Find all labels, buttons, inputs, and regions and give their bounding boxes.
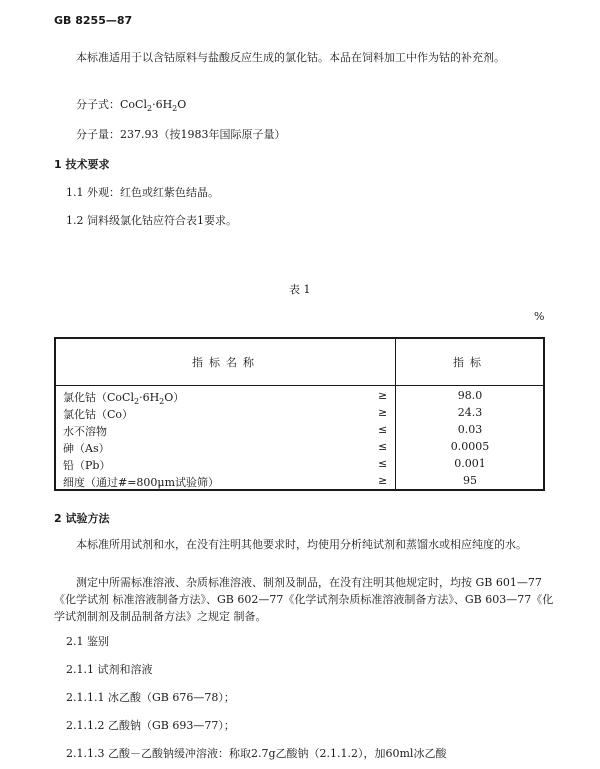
row-name: 氯化钴$(CoCl_2\cdot 6H_2O)$ (63, 391, 185, 407)
row-operator: ≤ (378, 440, 388, 453)
item-1-2: 1.2 饲料级氯化钴应符合表1要求。 (66, 214, 237, 227)
row-name: 水不溶物 (63, 425, 107, 438)
row-value: 98.0 (457, 389, 483, 402)
table-header-divider (56, 385, 543, 386)
section-1-heading: 1 技术要求 (54, 158, 110, 171)
section-2-paragraph-2: 测定中所需标准溶液、杂质标准溶液、制剂及制品，在没有注明其他规定时，均按 GB 601—77《化学试剂 标准溶液制备方法》、GB 602—77《化学试剂杂质标准溶液制备方法》、GB 603—77《化学试剂制剂及制品制备方法》之规定 制备。 (54, 576, 554, 623)
row-value: 0.0005 (450, 440, 490, 453)
table-header-value: 指标 (453, 356, 487, 369)
item-2-1-1-3: 2.1.1.3 乙酸－乙酸钠缓冲溶液：称取2.7g乙酸钠（2.1.1.2），加60ml冰乙酸 (66, 747, 447, 760)
molecular-weight: 分子量：237.93（按1983年国际原子量） (76, 128, 286, 141)
row-operator: ≥ (378, 389, 388, 402)
item-1-1: 1.1 外观：红色或红紫色结晶。 (66, 186, 219, 199)
table-header-name: 指标名称 (192, 356, 260, 369)
item-2-1: 2.1 鉴别 (66, 635, 109, 648)
row-value: 95 (463, 474, 477, 487)
row-operator: ≥ (378, 406, 388, 419)
item-2-1-1-2: 2.1.1.2 乙酸钠（GB 693—77）； (66, 719, 235, 732)
standard-number: GB 8255—87 (54, 14, 133, 27)
row-name: 砷（As） (63, 442, 110, 455)
table-row (56, 474, 543, 491)
item-2-1-1: 2.1.1 试剂和溶液 (66, 663, 153, 676)
section-2-paragraph-1: 本标准所用试剂和水，在没有注明其他要求时，均使用分析纯试剂和蒸馏水或相应纯度的水。 (76, 538, 527, 551)
row-operator: ≤ (378, 457, 388, 470)
row-value: 0.001 (454, 457, 486, 470)
table-row (56, 389, 543, 406)
row-value: 24.3 (457, 406, 483, 419)
section-2-heading: 2 试验方法 (54, 512, 110, 525)
item-2-1-1-1: 2.1.1.1 冰乙酸（GB 676—78）； (66, 691, 235, 704)
row-name: 氯化钴（Co） (63, 408, 134, 421)
row-name: 铅（Pb） (63, 459, 111, 472)
molecular-formula: 分子式：$CoCl_2\cdot 6H_2O$ (76, 98, 187, 114)
row-name: 细度（通过#=800μm试验筛） (63, 476, 220, 489)
table-unit: % (534, 310, 545, 323)
table-row (56, 440, 543, 457)
table-row (56, 457, 543, 474)
table-row (56, 406, 543, 423)
spec-table (54, 337, 545, 491)
table-caption: 表 1 (289, 283, 311, 296)
row-operator: ≥ (378, 474, 388, 487)
intro-paragraph: 本标准适用于以含钴原料与盐酸反应生成的氯化钴。本品在饲料加工中作为钴的补充剂。 (76, 51, 505, 64)
row-operator: ≤ (378, 423, 388, 436)
table-row (56, 423, 543, 440)
row-value: 0.03 (457, 423, 483, 436)
